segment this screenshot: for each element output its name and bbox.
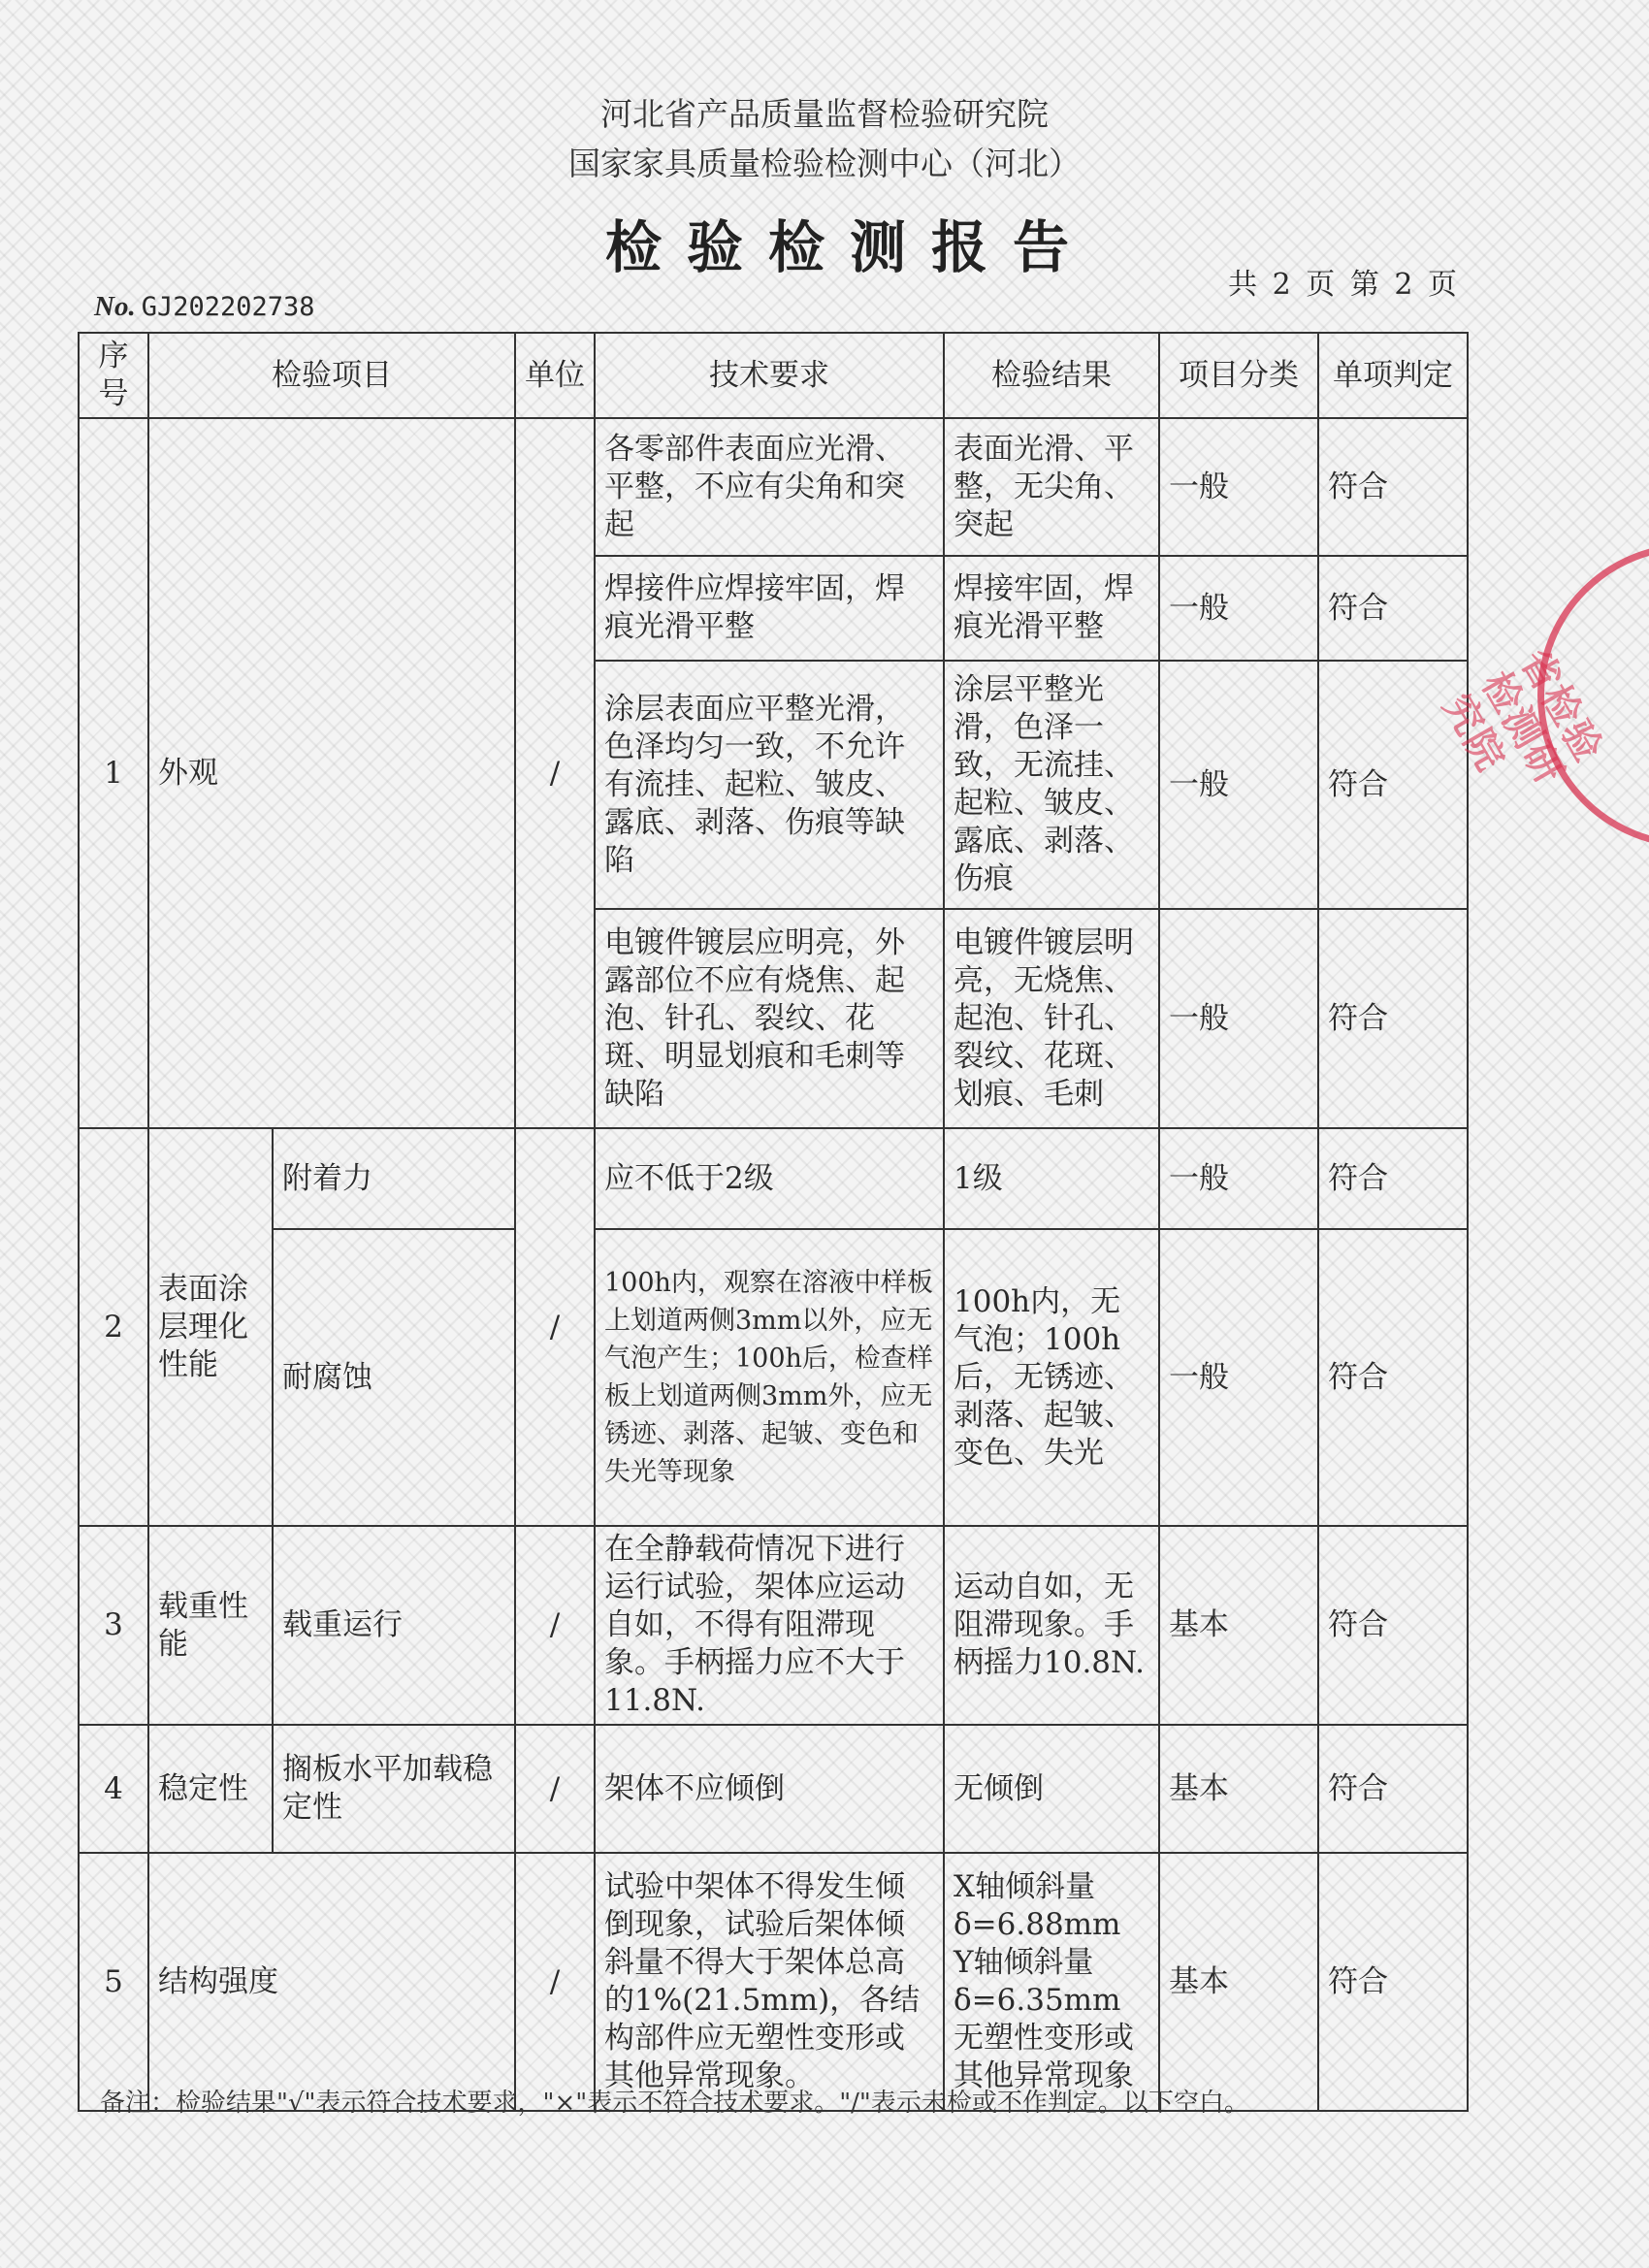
result-cell: 表面光滑、平整，无尖角、突起 — [944, 418, 1159, 556]
row-subitem: 附着力 — [273, 1128, 515, 1229]
requirement-cell: 各零部件表面应光滑、平整，不应有尖角和突起 — [595, 418, 944, 556]
category-cell: 一般 — [1159, 1229, 1318, 1526]
official-seal — [1434, 543, 1649, 848]
result-cell: X轴倾斜量δ=6.88mm Y轴倾斜量δ=6.35mm无塑性变形或其他异常现象 — [944, 1853, 1159, 2111]
header-item: 检验项目 — [148, 333, 515, 418]
requirement-cell: 应不低于2级 — [595, 1128, 944, 1229]
row-item: 稳定性 — [148, 1725, 273, 1853]
institute-name: 河北省产品质量监督检验研究院 — [600, 95, 1049, 133]
row-unit: / — [515, 1128, 595, 1526]
verdict-cell: 符合 — [1318, 661, 1468, 909]
category-cell: 一般 — [1159, 909, 1318, 1128]
result-cell: 电镀件镀层明亮，无烧焦、起泡、针孔、裂纹、花斑、划痕、毛刺 — [944, 909, 1159, 1128]
row-item: 结构强度 — [148, 1853, 515, 2111]
verdict-cell: 符合 — [1318, 909, 1468, 1128]
report-number-label: No. — [94, 291, 136, 322]
requirement-cell: 涂层表面应平整光滑，色泽均匀一致，不允许有流挂、起粒、皱皮、露底、剥落、伤痕等缺陷 — [595, 661, 944, 909]
table-header-row — [79, 333, 1468, 418]
header-category: 项目分类 — [1159, 333, 1318, 418]
row-item: 外观 — [148, 418, 515, 1128]
table-row — [79, 1229, 1468, 1526]
verdict-cell: 符合 — [1318, 1853, 1468, 2111]
report-number-value: GJ202202738 — [141, 292, 315, 322]
requirement-cell: 架体不应倾倒 — [595, 1725, 944, 1853]
category-cell: 一般 — [1159, 556, 1318, 661]
category-cell: 基本 — [1159, 1853, 1318, 2111]
row-unit: / — [515, 1526, 595, 1725]
requirement-cell: 焊接件应焊接牢固，焊痕光滑平整 — [595, 556, 944, 661]
category-cell: 一般 — [1159, 1128, 1318, 1229]
table-row — [79, 1725, 1468, 1853]
verdict-cell: 符合 — [1318, 1128, 1468, 1229]
row-subitem: 载重运行 — [273, 1526, 515, 1725]
category-cell: 基本 — [1159, 1526, 1318, 1725]
row-no: 1 — [79, 418, 148, 1128]
header-requirement: 技术要求 — [595, 333, 944, 418]
row-unit: / — [515, 1725, 595, 1853]
table-row — [79, 1128, 1468, 1229]
table-row — [79, 1853, 1468, 2111]
requirement-cell: 100h内，观察在溶液中样板上划道两侧3mm以外，应无气泡产生；100h后，检查样板上划道两侧3mm外，应无锈迹、剥落、起皱、变色和失光等现象 — [595, 1229, 944, 1526]
row-item: 表面涂层理化性能 — [148, 1128, 273, 1526]
verdict-cell: 符合 — [1318, 1526, 1468, 1725]
result-cell: 焊接牢固，焊痕光滑平整 — [944, 556, 1159, 661]
verdict-cell: 符合 — [1318, 1229, 1468, 1526]
result-cell: 涂层平整光滑，色泽一致，无流挂、起粒、皱皮、露底、剥落、伤痕 — [944, 661, 1159, 909]
category-cell: 一般 — [1159, 418, 1318, 556]
header-result: 检验结果 — [944, 333, 1159, 418]
result-cell: 运动自如，无阻滞现象。手柄摇力10.8N. — [944, 1526, 1159, 1725]
row-subitem: 搁板水平加载稳定性 — [273, 1725, 515, 1853]
row-no: 5 — [79, 1853, 148, 2111]
requirement-cell: 电镀件镀层应明亮，外露部位不应有烧焦、起泡、针孔、裂纹、花斑、明显划痕和毛刺等缺陷 — [595, 909, 944, 1128]
header-unit: 单位 — [515, 333, 595, 418]
header-no: 序号 — [79, 333, 148, 418]
page-info: 共 2 页 第 2 页 — [1228, 268, 1460, 302]
inspection-table — [78, 332, 1469, 2112]
table-row — [79, 418, 1468, 556]
category-cell: 基本 — [1159, 1725, 1318, 1853]
row-no: 4 — [79, 1725, 148, 1853]
seal-text: 省检验检测研究院 — [1434, 641, 1612, 794]
result-cell: 无倾倒 — [944, 1725, 1159, 1853]
report-title: 检验检测报告 — [604, 214, 1094, 280]
row-unit: / — [515, 1853, 595, 2111]
requirement-cell: 在全静载荷情况下进行运行试验，架体应运动自如，不得有阻滞现象。手柄摇力应不大于11.8N. — [595, 1526, 944, 1725]
requirement-cell: 试验中架体不得发生倾倒现象，试验后架体倾斜量不得大于架体总高的1%(21.5mm)，各结构部件应无塑性变形或其他异常现象。 — [595, 1853, 944, 2111]
table-row — [79, 1526, 1468, 1725]
verdict-cell: 符合 — [1318, 418, 1468, 556]
report-number — [94, 291, 315, 323]
result-cell: 1级 — [944, 1128, 1159, 1229]
row-item: 载重性能 — [148, 1526, 273, 1725]
center-name: 国家家具质量检验检测中心（河北） — [568, 145, 1081, 182]
row-no: 3 — [79, 1526, 148, 1725]
header-verdict: 单项判定 — [1318, 333, 1468, 418]
row-unit: / — [515, 418, 595, 1128]
category-cell: 一般 — [1159, 661, 1318, 909]
footnote: 备注：检验结果"√"表示符合技术要求，"×"表示不符合技术要求。"/"表示未检或不作判定。以下空白。 — [100, 2089, 1249, 2118]
row-no: 2 — [79, 1128, 148, 1526]
result-cell: 100h内，无气泡；100h后，无锈迹、剥落、起皱、变色、失光 — [944, 1229, 1159, 1526]
row-subitem: 耐腐蚀 — [273, 1229, 515, 1526]
verdict-cell: 符合 — [1318, 1725, 1468, 1853]
verdict-cell: 符合 — [1318, 556, 1468, 661]
